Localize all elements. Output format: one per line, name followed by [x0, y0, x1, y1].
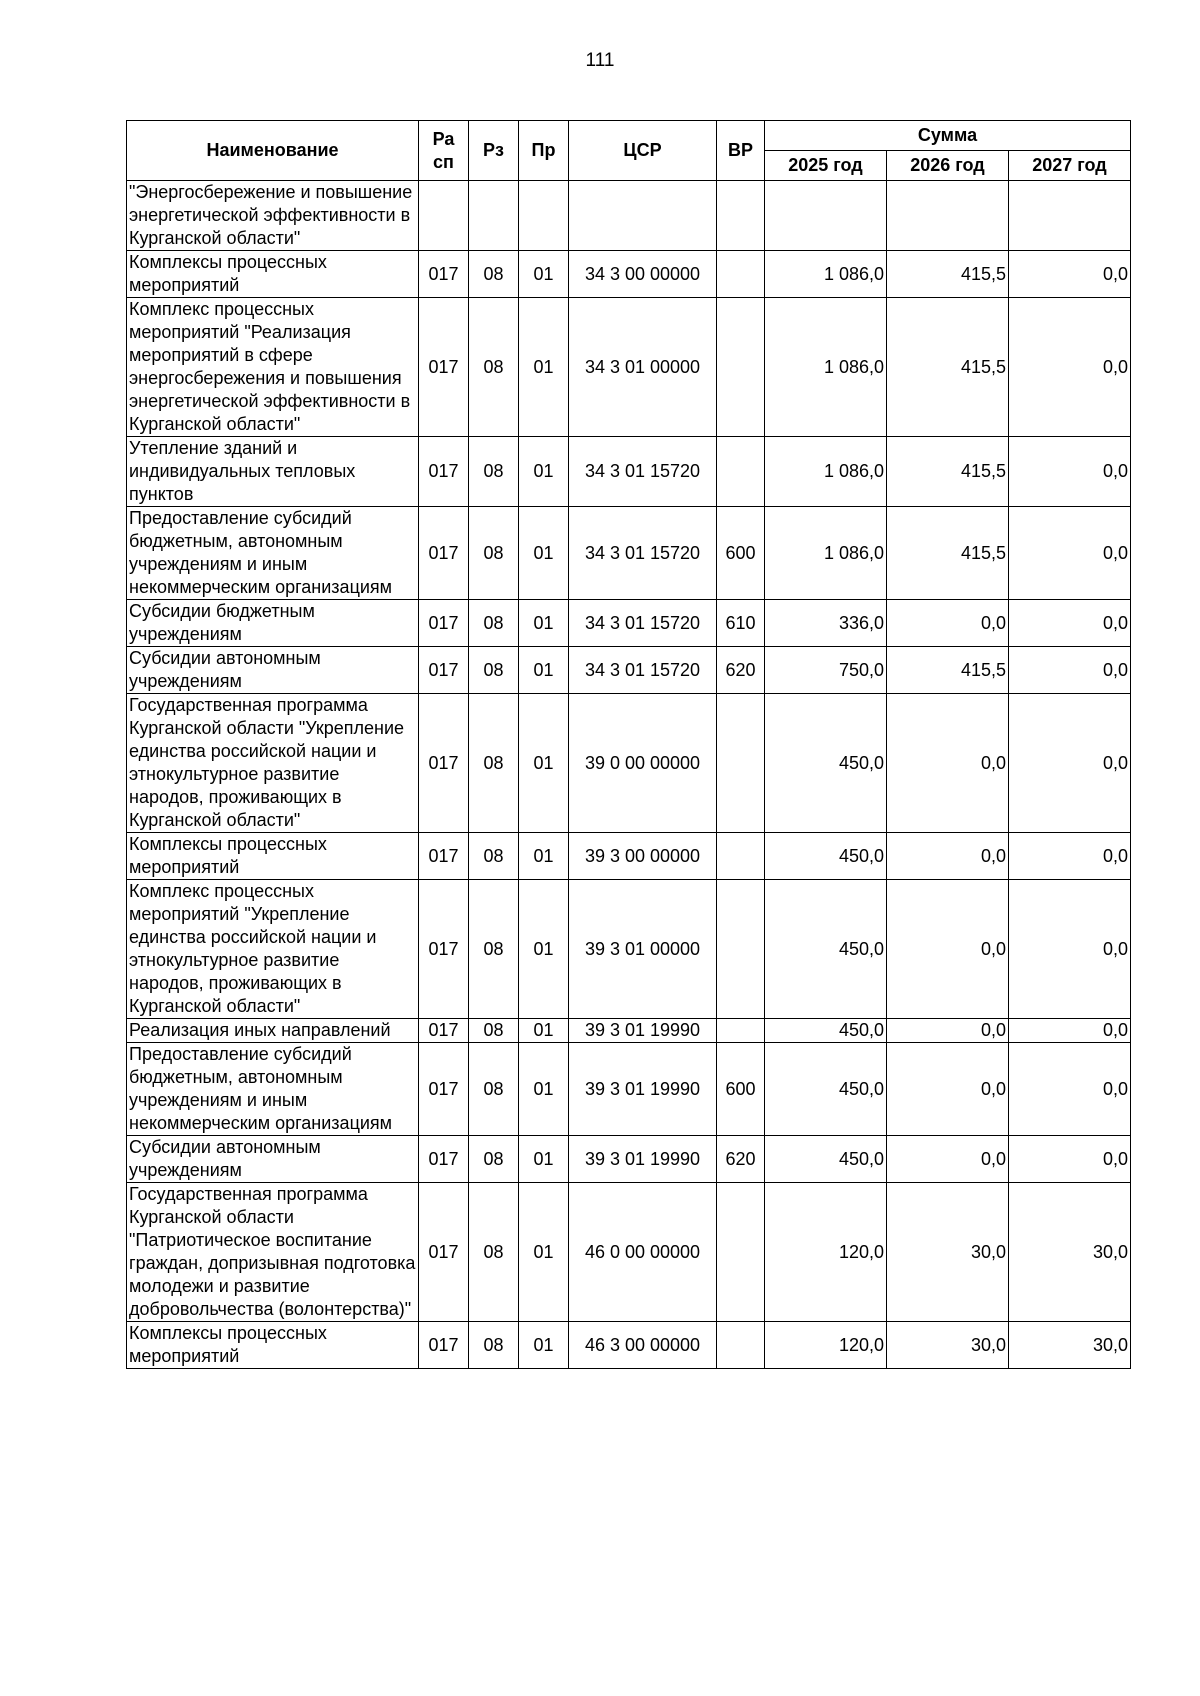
row-rasp: 017 — [419, 600, 469, 647]
row-sum-2025: 450,0 — [765, 694, 887, 833]
table-row — [127, 1136, 1131, 1183]
row-sum-2027: 0,0 — [1009, 1019, 1131, 1043]
row-vr: 600 — [717, 1043, 765, 1136]
row-csr: 39 0 00 00000 — [569, 694, 717, 833]
row-rz — [469, 181, 519, 251]
row-sum-2026: 30,0 — [887, 1322, 1009, 1369]
row-sum-2026: 0,0 — [887, 1019, 1009, 1043]
table-row — [127, 694, 1131, 833]
row-rasp — [419, 181, 469, 251]
table-row — [127, 251, 1131, 298]
table-row — [127, 507, 1131, 600]
row-rasp: 017 — [419, 880, 469, 1019]
row-csr: 39 3 01 19990 — [569, 1019, 717, 1043]
row-sum-2025: 120,0 — [765, 1183, 887, 1322]
row-sum-2027: 0,0 — [1009, 600, 1131, 647]
row-sum-2027: 0,0 — [1009, 833, 1131, 880]
row-sum-2027: 0,0 — [1009, 298, 1131, 437]
row-sum-2026 — [887, 181, 1009, 251]
row-sum-2025 — [765, 181, 887, 251]
row-name: Государственная программа Курганской области "Укрепление единства российской нации и этнокультурное развитие народов, проживающих в Курганской области" — [127, 694, 419, 833]
table-row — [127, 880, 1131, 1019]
row-rasp: 017 — [419, 298, 469, 437]
row-name: "Энергосбережение и повышение энергетической эффективности в Курганской области" — [127, 181, 419, 251]
row-csr: 34 3 00 00000 — [569, 251, 717, 298]
row-vr: 620 — [717, 1136, 765, 1183]
table-row — [127, 1183, 1131, 1322]
row-rasp: 017 — [419, 1183, 469, 1322]
row-csr: 39 3 00 00000 — [569, 833, 717, 880]
row-sum-2027: 0,0 — [1009, 251, 1131, 298]
row-rz: 08 — [469, 880, 519, 1019]
row-sum-2027: 0,0 — [1009, 1136, 1131, 1183]
row-name: Комплекс процессных мероприятий "Реализация мероприятий в сфере энергосбережения и повышения энергетической эффективности в Курганской области" — [127, 298, 419, 437]
row-vr — [717, 251, 765, 298]
row-sum-2026: 0,0 — [887, 694, 1009, 833]
row-sum-2026: 0,0 — [887, 1043, 1009, 1136]
table-body — [127, 181, 1131, 1369]
row-vr — [717, 298, 765, 437]
header-rz: Рз — [469, 121, 519, 181]
row-name: Предоставление субсидий бюджетным, автономным учреждениям и иным некоммерческим организациям — [127, 507, 419, 600]
row-csr: 34 3 01 15720 — [569, 507, 717, 600]
row-sum-2026: 415,5 — [887, 507, 1009, 600]
row-csr: 34 3 01 15720 — [569, 600, 717, 647]
header-sum: Сумма — [765, 121, 1131, 151]
row-sum-2027: 0,0 — [1009, 507, 1131, 600]
row-csr: 34 3 01 15720 — [569, 647, 717, 694]
row-rz: 08 — [469, 647, 519, 694]
row-name: Субсидии бюджетным учреждениям — [127, 600, 419, 647]
row-vr — [717, 1322, 765, 1369]
row-rz: 08 — [469, 437, 519, 507]
row-sum-2025: 1 086,0 — [765, 251, 887, 298]
row-rasp: 017 — [419, 437, 469, 507]
row-sum-2025: 450,0 — [765, 880, 887, 1019]
row-pr: 01 — [519, 251, 569, 298]
row-rasp: 017 — [419, 1019, 469, 1043]
header-year-2025: 2025 год — [765, 151, 887, 181]
row-pr: 01 — [519, 647, 569, 694]
header-rasp-line2: сп — [433, 151, 454, 172]
row-csr: 34 3 01 15720 — [569, 437, 717, 507]
row-sum-2025: 450,0 — [765, 833, 887, 880]
row-sum-2025: 336,0 — [765, 600, 887, 647]
row-vr — [717, 694, 765, 833]
header-rasp-line1: Ра — [432, 128, 455, 149]
row-rasp: 017 — [419, 647, 469, 694]
row-vr: 600 — [717, 507, 765, 600]
row-vr — [717, 437, 765, 507]
header-rasp — [419, 121, 469, 181]
table-row — [127, 1043, 1131, 1136]
page-number: 111 — [585, 50, 615, 71]
row-rz: 08 — [469, 1019, 519, 1043]
row-sum-2026: 415,5 — [887, 251, 1009, 298]
budget-table — [126, 120, 1131, 1369]
table-row — [127, 647, 1131, 694]
row-pr: 01 — [519, 694, 569, 833]
table-row — [127, 600, 1131, 647]
row-rasp: 017 — [419, 694, 469, 833]
row-rz: 08 — [469, 694, 519, 833]
row-csr: 39 3 01 19990 — [569, 1043, 717, 1136]
row-name: Комплексы процессных мероприятий — [127, 251, 419, 298]
row-sum-2025: 1 086,0 — [765, 437, 887, 507]
row-rz: 08 — [469, 1183, 519, 1322]
row-name: Реализация иных направлений — [127, 1019, 419, 1043]
row-rasp: 017 — [419, 507, 469, 600]
row-sum-2025: 450,0 — [765, 1043, 887, 1136]
row-vr — [717, 880, 765, 1019]
row-pr: 01 — [519, 880, 569, 1019]
row-sum-2026: 30,0 — [887, 1183, 1009, 1322]
row-sum-2027 — [1009, 181, 1131, 251]
row-rasp: 017 — [419, 251, 469, 298]
row-rasp: 017 — [419, 833, 469, 880]
row-rz: 08 — [469, 298, 519, 437]
row-csr: 39 3 01 19990 — [569, 1136, 717, 1183]
row-csr: 46 3 00 00000 — [569, 1322, 717, 1369]
row-pr: 01 — [519, 1019, 569, 1043]
row-pr: 01 — [519, 1183, 569, 1322]
row-name: Предоставление субсидий бюджетным, автономным учреждениям и иным некоммерческим организациям — [127, 1043, 419, 1136]
table-row — [127, 181, 1131, 251]
table-row — [127, 1322, 1131, 1369]
row-rz: 08 — [469, 507, 519, 600]
row-rasp: 017 — [419, 1136, 469, 1183]
row-sum-2025: 750,0 — [765, 647, 887, 694]
row-sum-2027: 0,0 — [1009, 647, 1131, 694]
row-pr: 01 — [519, 1136, 569, 1183]
header-year-2027: 2027 год — [1009, 151, 1131, 181]
row-sum-2027: 0,0 — [1009, 880, 1131, 1019]
row-pr: 01 — [519, 1043, 569, 1136]
table-row — [127, 833, 1131, 880]
row-sum-2025: 1 086,0 — [765, 507, 887, 600]
row-vr — [717, 1019, 765, 1043]
row-csr: 34 3 01 00000 — [569, 298, 717, 437]
row-rz: 08 — [469, 1043, 519, 1136]
row-sum-2025: 120,0 — [765, 1322, 887, 1369]
row-pr: 01 — [519, 298, 569, 437]
row-rz: 08 — [469, 833, 519, 880]
row-rasp: 017 — [419, 1043, 469, 1136]
row-rz: 08 — [469, 1322, 519, 1369]
row-sum-2027: 0,0 — [1009, 1043, 1131, 1136]
row-rz: 08 — [469, 1136, 519, 1183]
row-sum-2026: 415,5 — [887, 647, 1009, 694]
row-sum-2026: 415,5 — [887, 298, 1009, 437]
header-vr: ВР — [717, 121, 765, 181]
row-csr: 46 0 00 00000 — [569, 1183, 717, 1322]
header-csr: ЦСР — [569, 121, 717, 181]
row-pr — [519, 181, 569, 251]
row-name: Комплексы процессных мероприятий — [127, 1322, 419, 1369]
row-sum-2025: 1 086,0 — [765, 298, 887, 437]
header-pr: Пр — [519, 121, 569, 181]
row-sum-2026: 0,0 — [887, 600, 1009, 647]
row-name: Субсидии автономным учреждениям — [127, 1136, 419, 1183]
row-csr — [569, 181, 717, 251]
table-header — [127, 121, 1131, 181]
row-name: Комплексы процессных мероприятий — [127, 833, 419, 880]
row-rasp: 017 — [419, 1322, 469, 1369]
row-pr: 01 — [519, 600, 569, 647]
row-vr — [717, 1183, 765, 1322]
row-name: Комплекс процессных мероприятий "Укрепление единства российской нации и этнокультурное развитие народов, проживающих в Курганской области" — [127, 880, 419, 1019]
row-csr: 39 3 01 00000 — [569, 880, 717, 1019]
row-sum-2027: 0,0 — [1009, 694, 1131, 833]
row-sum-2027: 30,0 — [1009, 1322, 1131, 1369]
row-rz: 08 — [469, 600, 519, 647]
table-row — [127, 437, 1131, 507]
row-pr: 01 — [519, 437, 569, 507]
row-sum-2027: 0,0 — [1009, 437, 1131, 507]
row-vr — [717, 833, 765, 880]
row-vr — [717, 181, 765, 251]
row-sum-2026: 0,0 — [887, 880, 1009, 1019]
row-rz: 08 — [469, 251, 519, 298]
row-name: Государственная программа Курганской области "Патриотическое воспитание граждан, допризывная подготовка молодежи и развитие добровольчества (волонтерства)" — [127, 1183, 419, 1322]
table-row — [127, 1019, 1131, 1043]
row-pr: 01 — [519, 833, 569, 880]
header-year-2026: 2026 год — [887, 151, 1009, 181]
row-sum-2026: 0,0 — [887, 1136, 1009, 1183]
row-sum-2027: 30,0 — [1009, 1183, 1131, 1322]
header-name: Наименование — [127, 121, 419, 181]
row-name: Субсидии автономным учреждениям — [127, 647, 419, 694]
row-pr: 01 — [519, 1322, 569, 1369]
row-sum-2026: 0,0 — [887, 833, 1009, 880]
row-name: Утепление зданий и индивидуальных тепловых пунктов — [127, 437, 419, 507]
row-pr: 01 — [519, 507, 569, 600]
row-vr: 620 — [717, 647, 765, 694]
row-sum-2025: 450,0 — [765, 1019, 887, 1043]
row-sum-2025: 450,0 — [765, 1136, 887, 1183]
table-row — [127, 298, 1131, 437]
row-sum-2026: 415,5 — [887, 437, 1009, 507]
row-vr: 610 — [717, 600, 765, 647]
